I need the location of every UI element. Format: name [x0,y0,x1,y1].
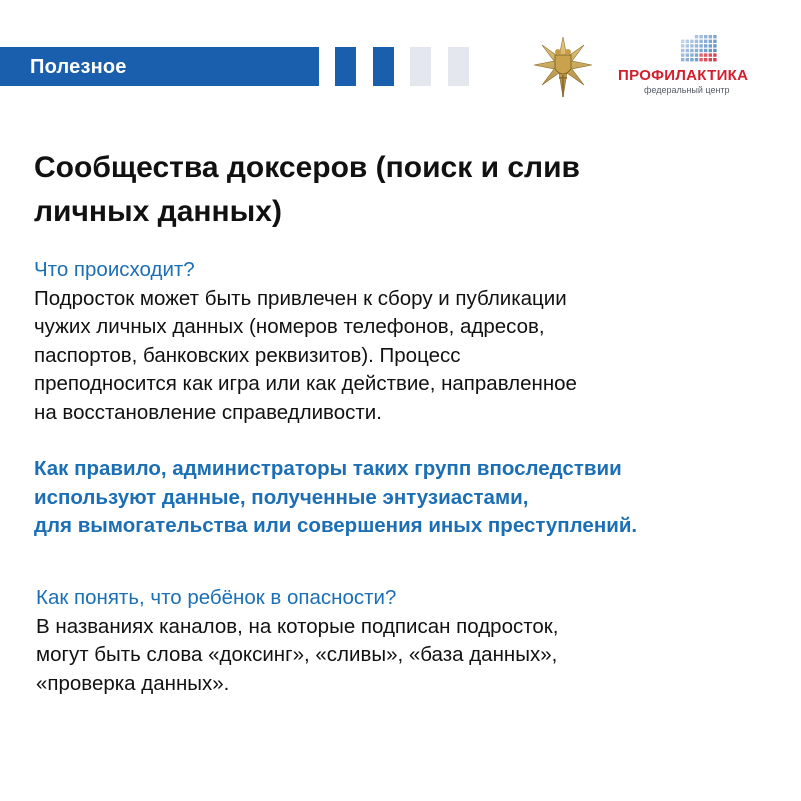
logo-grid-cell [704,58,707,61]
logo-subtitle: федеральный центр [644,85,730,95]
logo-grid-cell [704,40,707,43]
section-line: могут быть слова «доксинг», «сливы», «база данных», [36,643,558,666]
logo-grid-cell [713,58,716,61]
logo-grid-cell [713,35,716,38]
logo-grid-cell [713,53,716,56]
title-line: личных данных) [34,195,282,228]
logo-grid-cell [704,35,707,38]
logo-grid-cell [699,58,702,61]
section-what-happens [34,256,774,427]
logo-grid-cell [690,44,693,47]
logo-grid-cell [699,49,702,52]
logo-grid-cell [695,58,698,61]
section-line: паспортов, банковских реквизитов). Процесс [34,343,461,367]
logo-grid-cell [695,44,698,47]
logo-grid-cell [681,44,684,47]
logo-grid-cell [709,49,712,52]
logo-grid-cell [704,44,707,47]
logo-grid-icon [680,34,718,64]
fsb-emblem-icon [532,35,594,101]
logo-grid-cell [686,40,689,43]
title-line: Сообщества доксеров (поиск и слив [34,151,580,184]
logo-grid-cell [709,53,712,56]
logo-grid-cell [704,53,707,56]
logo-grid-cell [709,58,712,61]
logo-grid-cell [686,53,689,56]
highlight-paragraph [34,455,774,541]
logo-grid-cell [681,58,684,61]
decor-stripe [335,47,356,86]
logo-grid-cell [695,35,698,38]
logo-grid-cell [690,40,693,43]
logo-grid-cell [686,58,689,61]
highlight-line: для вымогательства или совершения иных преступлений. [34,514,638,537]
section-heading: Как понять, что ребёнок в опасности? [36,586,397,609]
section-heading: Что происходит? [34,258,195,281]
section-line: «проверка данных». [36,671,230,695]
section-line: чужих личных данных (номеров телефонов, адресов, [34,315,545,338]
section-line: Подросток может быть привлечен к сбору и публикации [34,286,567,310]
logo-grid-cell [709,40,712,43]
section-line: преподносится как игра или как действие, направленное [34,372,577,395]
logo-grid-cell [704,49,707,52]
logo-grid-cell [699,53,702,56]
article-title [34,146,754,234]
logo-grid-cell [699,40,702,43]
logo-grid-cell [709,35,712,38]
section-danger-signs [36,584,776,698]
logo-grid-cell [690,49,693,52]
logo-grid-cell [699,35,702,38]
decor-stripe [373,47,394,86]
logo-grid-cell [686,44,689,47]
highlight-line: используют данные, полученные энтузиастами, [34,485,529,509]
logo-grid-cell [681,49,684,52]
logo-grid-cell [690,53,693,56]
section-line: В названиях каналов, на которые подписан подросток, [36,614,559,638]
section-label: Полезное [30,56,127,78]
decor-stripe [448,47,469,86]
highlight-line: Как правило, администраторы таких групп впоследствии [34,457,622,480]
logo-grid-cell [681,53,684,56]
logo-grid-cell [713,49,716,52]
logo-grid-cell [695,40,698,43]
logo-grid-cell [690,58,693,61]
logo-grid-cell [686,49,689,52]
logo-grid-cell [695,49,698,52]
logo-grid-cell [713,40,716,43]
logo-title: ПРОФИЛАКТИКА [618,67,749,84]
logo-grid-cell [713,44,716,47]
section-line: на восстановление справедливости. [34,400,382,424]
logo-grid-cell [709,44,712,47]
logo-grid-cell [681,40,684,43]
logo-grid-cell [695,53,698,56]
logo-grid-cell [699,44,702,47]
section-banner [0,47,319,86]
decor-stripe [410,47,431,86]
profilaktika-logo [600,34,780,100]
